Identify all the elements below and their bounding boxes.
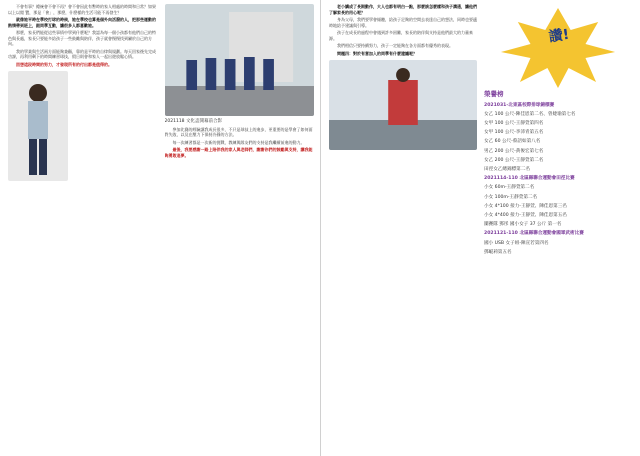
team-group-photo bbox=[165, 4, 315, 116]
award-item: 2021121-110 北區縣聯合運動會國軍武術比賽 bbox=[484, 231, 584, 237]
award-item: 國小 USB 女子組-陳宣若第四名 bbox=[484, 240, 549, 246]
paragraph: 問題四：對於有意加入的同學有什麼建議呢？ bbox=[337, 50, 417, 56]
award-item: 田徑女乙總錦標第二名 bbox=[484, 166, 530, 172]
award-item: 女乙 200 公尺-王靜萱第二名 bbox=[484, 157, 544, 163]
zan-text: 讚! bbox=[547, 26, 571, 46]
zan-banner bbox=[484, 4, 632, 88]
award-item: 女乙 100 公尺-陳佳恩第二名、曾婕瑜第七名 bbox=[484, 111, 576, 117]
award-item: 小女 100m-王靜萱第二名 bbox=[484, 194, 538, 200]
award-section-title: 榮譽榜 bbox=[484, 90, 504, 98]
award-item: 女乙 60 公尺-蔡語如第八名 bbox=[484, 139, 541, 145]
paragraph: 回想這段時間的努力，才發現所有的付出都是值得的。 bbox=[16, 61, 112, 67]
paragraph: 最後，我要感謝一路上陪伴我的家人與老師們，謝謝你們的鼓勵與支持，讓我能夠勇敢追夢。 bbox=[164, 147, 313, 158]
zan-burst-icon bbox=[484, 4, 632, 88]
paragraph: 參加比賽的經驗讓我成長很多，不只是球技上的進步，更重要的是學會了如何面對失敗，以及在壓力下保持冷靜的方法。 bbox=[164, 126, 313, 137]
award-item: 鄧崐莉第五名 bbox=[484, 249, 512, 255]
photo-caption: 2021118 文化盃開幕前合影 bbox=[164, 119, 222, 124]
award-ceremony-photo bbox=[329, 60, 477, 150]
right-page bbox=[321, 0, 640, 456]
left-column-1 bbox=[8, 4, 158, 452]
paragraph: 老小講成了長期動作，大人也都有明白一點，那麼該怎麼樣和孩子溝通，讓他們了解家長的用心呢？ bbox=[329, 4, 477, 15]
paragraph: 每一次練習都是一次新的挑戰，教練與隊友們的支持是我繼續前進的動力。 bbox=[172, 139, 305, 145]
right-column-2 bbox=[484, 4, 632, 452]
paragraph: 我們相信只要持續努力，孩子一定能夠在各方面都有優秀的表現。 bbox=[337, 43, 453, 48]
right-column-1 bbox=[329, 4, 477, 452]
award-item: 2021114-110 北區縣聯合運動會田徑比賽 bbox=[484, 176, 575, 182]
award-item: 團賽隊 鄧彤 國小女子 37 公斤 第一名 bbox=[484, 222, 562, 228]
paragraph: 就像她平時在學校打球的時候，她在學校也算是個外向活潑的人，把那些運動的熱情帶到班上，跟同學互動，讓很多人都喜歡她。 bbox=[8, 17, 156, 28]
award-item: 小女 4*400 接力-王靜萱、陳佳恩第五名 bbox=[484, 212, 567, 218]
award-item: 女甲 100 公尺-王靜萱第四名 bbox=[484, 120, 544, 126]
student-portrait-photo bbox=[8, 71, 68, 181]
award-item: 男乙 200 公尺-黃俊宏第七名 bbox=[484, 148, 544, 154]
award-list bbox=[484, 101, 632, 257]
award-item: 小女 4*100 接力-王靜萱、陳佳恩第三名 bbox=[484, 203, 567, 209]
paragraph: 身為父母，我們要學會傾聽，給孩子足夠的空間去表達自己的想法，同時也要適時地給予建議與引導。 bbox=[329, 17, 477, 28]
award-item: 女甲 100 公尺-李沛青第五名 bbox=[484, 130, 544, 136]
award-item: 2021031-北東區校際排球錦標賽 bbox=[484, 102, 555, 108]
paragraph: 我的學業與生活兩方面能夠兼顧，靠的是平時的自律與規劃。每天回家後先完成功課，再利用剩下的時間練習球技，假日則會和家人一起出遊放鬆心情。 bbox=[8, 48, 156, 59]
paragraph: 那麼，家長們能從這些事情中學到什麼呢？我認為每一個小孩都有他們自己的特色與長處，家長只要能多給孩子一些鼓勵與陪伴，孩子就會慢慢找到屬於自己的方向。 bbox=[8, 30, 156, 46]
award-item: 小女 60m-王靜萱第二名 bbox=[484, 185, 535, 191]
left-column-2 bbox=[165, 4, 315, 452]
paragraph: 不會有事？總統會不會不再？會不會因此有暫時的家人相處的時間和日常？如果以上以閱 覽，那是「會」，那麼，什麼樣的生活可能不再發生？ bbox=[8, 4, 156, 15]
paragraph: 孩子在成長的過程中會遇到許多困難，家長的陪伴與支持是他們最大的力量來源。 bbox=[329, 30, 473, 41]
